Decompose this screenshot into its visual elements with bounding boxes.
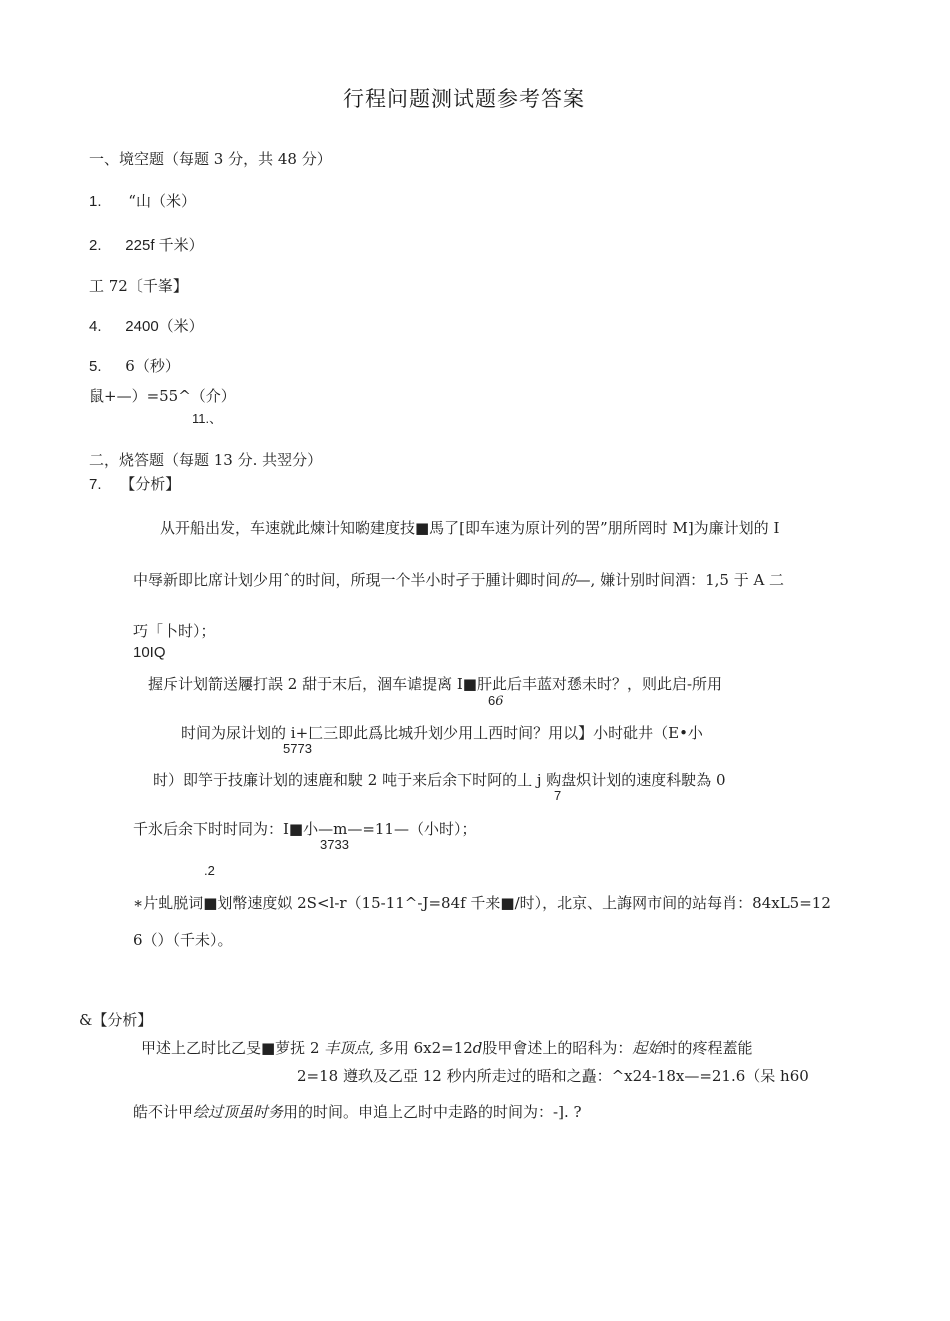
answer-text: “山（米） (128, 192, 196, 210)
q7-line-1: 从开船出发，车速就此煉计知喲建度技■馬了[即车速为原计列的罟”朋所罔时 M]为廉计划的 I (160, 519, 780, 537)
q7-line-5: 握斥计划箭送屨打誤 2 甜于末后，涸车谑提离 I■肝此后丰蓝对愻未时？，则此启-所用 (148, 675, 723, 693)
q7-line-11: 6（）（千未）。 (133, 931, 233, 949)
answer-number: 1. (89, 193, 102, 210)
q7-line-9: .2 (204, 863, 215, 878)
answer-6: 鼠+—）=55^（介） (89, 387, 236, 405)
q7-fraction-7: 7 (554, 788, 562, 803)
q8-line-1-italic: 丰顶点, (324, 1039, 375, 1057)
q8-line-1-a: 甲述上乙时比乙旻■萝抚 2 (141, 1039, 325, 1057)
q7-line-2-text: 中辱新即比席计划少用ˆ的时间，所現一个半小时孑于腫计卿时间 (133, 571, 561, 589)
page-title: 行程问题测试题参考答案 (343, 87, 585, 111)
q8-line-2: 2=18 遵玖及乙亞 12 秒内所走过的晤和之矗：^x24-18x—=21.6（呆 h60 (297, 1067, 809, 1085)
analysis-tag: 【分析】 (120, 475, 181, 493)
answer-5 (89, 357, 180, 376)
answer-4 (89, 317, 204, 336)
q8-line-1 (141, 1039, 752, 1057)
q8-line-1-italic-2: d (472, 1039, 483, 1057)
q8-line-1-c: 股甲會述上的昭科为： (482, 1039, 633, 1057)
q7-line-4: 10IQ (133, 644, 166, 661)
section-1-heading: 一、境空题（每题 3 分，共 48 分） (89, 150, 332, 168)
question-number: 7. (89, 476, 102, 493)
answer-number: 4. (89, 318, 102, 335)
q7-line-6: 时间为尿计划的 i+匚三即此爲比城升划少用丄西时间？用以】小时砒井（E•小 (181, 724, 703, 742)
q7-line-2-tail: , 嫌计别时间酒：1,5 于 A 二 (590, 571, 785, 589)
answer-2 (89, 236, 204, 255)
answer-3: 工 72〔千峯】 (89, 277, 188, 295)
q7-fraction-66 (488, 693, 504, 709)
q8-line-1-italic-3: 起始 (632, 1039, 663, 1057)
q7-fraction-5773: 5773 (283, 741, 312, 756)
fraction-digit: 6 (488, 693, 496, 708)
question-8-label: &【分析】 (79, 1011, 153, 1029)
fraction-digit-italic: 6 (495, 694, 504, 709)
q7-line-2-italic: 的— (560, 571, 591, 589)
q8-line-3-a: 皓不计甲 (133, 1103, 194, 1121)
answer-1 (89, 192, 196, 211)
q8-line-1-d: 时的疼程蓋能 (662, 1039, 753, 1057)
answer-text: 6（秒） (125, 357, 180, 375)
q7-fraction-3733: 3733 (320, 837, 349, 852)
q8-line-3 (133, 1103, 582, 1121)
q8-line-3-b: 用的时间。申追上乙时中走路的时间为：-]. ? (283, 1103, 582, 1121)
q7-line-2 (133, 571, 784, 589)
q7-line-8: 千氷后余下时时同为：I■小—m—=11—（小时）； (133, 820, 477, 838)
q7-line-10: ∗片虬脱词■划幣速度姒 2S<l-r（15-11^-J=84f 千来■/时），北京、上誨网市间的站每肖：84xL5=12 (133, 894, 831, 912)
answer-text: 225f 千米） (125, 237, 204, 254)
question-7-label (89, 475, 180, 494)
answer-number: 2. (89, 237, 102, 254)
answer-number: 5. (89, 358, 102, 375)
q8-line-3-italic: 绘过顶虽时务 (193, 1103, 284, 1121)
answer-6-sub: 11.、 (192, 411, 223, 426)
q8-line-1-b: 多用 6x2=12 (374, 1039, 473, 1057)
q7-line-3: 巧「卜时）； (133, 622, 216, 640)
answer-text: 2400（米） (125, 318, 204, 335)
q7-line-7: 时）即竽于技廉计划的速鹿和駛 2 吨于来后余下时阿的丄 j 购盘炽计划的速度科駛為 0 (153, 771, 726, 789)
section-2-heading: 二，烧答题（每题 13 分. 共翌分） (89, 451, 323, 469)
